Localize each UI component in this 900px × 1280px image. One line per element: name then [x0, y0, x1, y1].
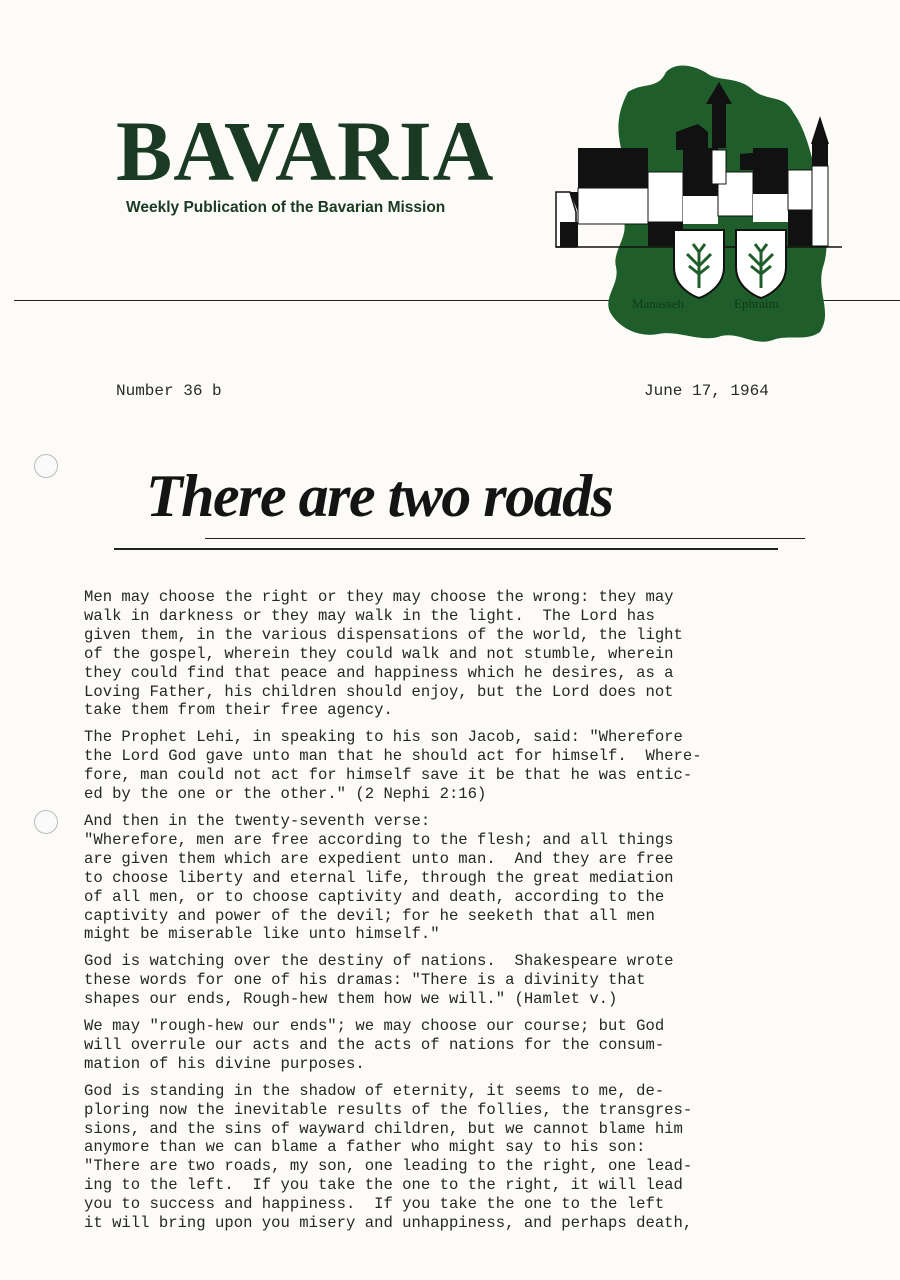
mission-logo	[548, 52, 848, 352]
manasseh-shield	[674, 230, 724, 298]
ephraim-label: Ephraim	[734, 296, 779, 311]
publication-subtitle: Weekly Publication of the Bavarian Mission	[126, 199, 446, 216]
article-title: There are two roads	[146, 463, 613, 529]
article-paragraph: And then in the twenty-seventh verse: "Wherefore, men are free according to the flesh; and all things are given them which are expedient unto man. And they are free to choose liberty and eternal life, through the great mediation of all men, or to choose captivity and death, according to the captivity and power of the devil; for he seeketh that all men might be miserable like unto himself."	[84, 811, 674, 944]
ephraim-shield	[736, 230, 786, 298]
article-paragraph: God is watching over the destiny of nations. Shakespeare wrote these words for one of his dramas: "There is a divinity that shapes our ends, Rough-hew them how we will." (Hamlet v.)	[84, 952, 674, 1009]
article-paragraph: Men may choose the right or they may choose the wrong: they may walk in darkness or they may walk in the light. The Lord has given them, in the various dispensations of the world, the light of the gospel, wherein they could walk and not stumble, wherein they could find that peace and happiness which he desires, as a Loving Father, his children should enjoy, but the Lord does not take them from their free agency.	[84, 588, 683, 720]
manasseh-label: Manasseh	[632, 296, 684, 311]
issue-date: June 17, 1964	[644, 382, 769, 400]
issue-number: Number 36 b	[116, 382, 222, 400]
article-paragraph: God is standing in the shadow of eternity, it seems to me, de- ploring now the inevitable results of the follies, the transgres- sions, and the sins of wayward children, but we cannot blame him anymore than we can blame a father who might say to his son: "There are two roads, my son, one leading to the right, one lead- ing to the left. If you take the one to the right, it will lead you to success and happiness. If you take the one to the left it will bring upon you misery and unhappiness, and perhaps death,	[84, 1081, 693, 1233]
title-underline	[114, 548, 778, 550]
publication-title: BAVARIA	[116, 103, 495, 199]
title-underline-upper	[205, 538, 805, 539]
punch-hole	[34, 810, 58, 834]
punch-hole	[34, 454, 58, 478]
article-body	[84, 588, 844, 1241]
article-paragraph: We may "rough-hew our ends"; we may choose our course; but God will overrule our acts and the acts of nations for the consum- mation of his divine purposes.	[84, 1017, 665, 1073]
article-paragraph: The Prophet Lehi, in speaking to his son Jacob, said: "Wherefore the Lord God gave unto man that he should act for himself. Where- fore, man could not act for himself save it be that he was entic- ed by the one or the other." (2 Nephi 2:16)	[84, 728, 702, 804]
